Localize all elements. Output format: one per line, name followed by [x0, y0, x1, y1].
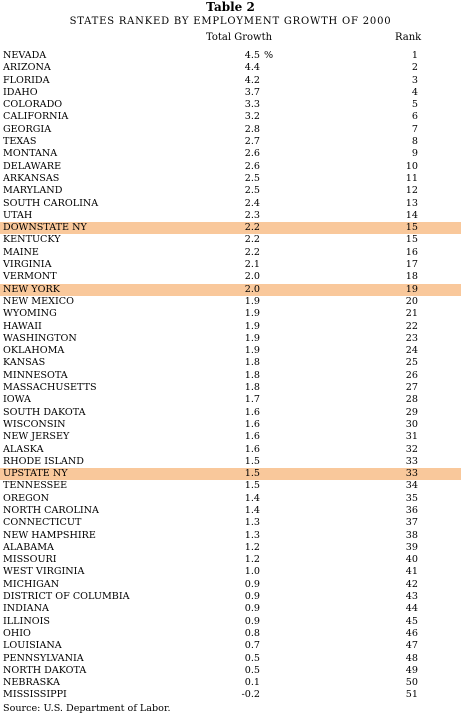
growth-value: 0.9: [244, 615, 260, 627]
state-name: DELAWARE: [3, 160, 62, 172]
state-name: WEST VIRGINIA: [3, 566, 85, 578]
rank-value: 11: [405, 172, 418, 184]
growth-value: 2.7: [244, 136, 260, 148]
rank-value: 49: [405, 664, 418, 676]
growth-value: 1.8: [244, 357, 260, 369]
growth-value: 2.3: [244, 209, 260, 221]
table-row: [0, 321, 461, 333]
rank-value: 47: [405, 640, 418, 652]
rank-value: 5: [411, 99, 418, 111]
rank-value: 4: [411, 86, 418, 98]
growth-value: 0.9: [244, 578, 260, 590]
state-name: NEW JERSEY: [3, 431, 70, 443]
state-name: NEW YORK: [3, 283, 60, 295]
rank-value: 50: [405, 677, 418, 689]
table-row: [0, 308, 461, 320]
rank-value: 19: [405, 283, 418, 295]
state-name: OREGON: [3, 492, 50, 504]
growth-value: 2.0: [244, 271, 260, 283]
table-body: [0, 50, 461, 702]
table-row: [0, 357, 461, 369]
growth-value: 1.4: [244, 492, 260, 504]
table-row: [0, 542, 461, 554]
table-row: [0, 628, 461, 640]
state-name: NEBRASKA: [3, 677, 60, 689]
growth-value: 1.6: [244, 406, 260, 418]
growth-value: 2.5: [244, 185, 260, 197]
rank-value: 33: [405, 468, 418, 480]
growth-value: 0.8: [244, 627, 260, 639]
state-name: SOUTH DAKOTA: [3, 406, 86, 418]
table-row: [0, 394, 461, 406]
rank-value: 2: [411, 62, 418, 74]
growth-value: 2.2: [244, 222, 260, 234]
rank-value: 15: [405, 222, 418, 234]
table-row: [0, 222, 461, 234]
rank-value: 33: [405, 455, 418, 467]
state-name: FLORIDA: [3, 74, 50, 86]
rank-value: 48: [405, 652, 418, 664]
state-name: MISSOURI: [3, 554, 57, 566]
state-name: MARYLAND: [3, 185, 63, 197]
rank-value: 12: [405, 185, 418, 197]
table-row: [0, 653, 461, 665]
rank-value: 10: [405, 160, 418, 172]
rank-value: 44: [405, 603, 418, 615]
growth-unit: %: [264, 50, 274, 61]
state-name: MISSISSIPPI: [3, 689, 67, 701]
growth-value: 0.5: [244, 664, 260, 676]
state-name: RHODE ISLAND: [3, 455, 84, 467]
growth-value: 1.3: [244, 517, 260, 529]
table-row: [0, 62, 461, 74]
growth-value: 0.9: [244, 603, 260, 615]
growth-value: 1.3: [244, 529, 260, 541]
rank-value: 27: [405, 382, 418, 394]
table-row: [0, 259, 461, 271]
growth-value: 1.5: [244, 455, 260, 467]
table-row: [0, 493, 461, 505]
table-row: [0, 665, 461, 677]
growth-value: 1.9: [244, 295, 260, 307]
table-row: [0, 407, 461, 419]
growth-value: 4.2: [244, 74, 260, 86]
rank-value: 25: [405, 357, 418, 369]
table-row: [0, 247, 461, 259]
rank-value: 18: [405, 271, 418, 283]
rank-value: 38: [405, 529, 418, 541]
growth-value: 1.8: [244, 369, 260, 381]
table-row: [0, 480, 461, 492]
table-row: [0, 99, 461, 111]
table-row: [0, 111, 461, 123]
state-name: KANSAS: [3, 357, 46, 369]
growth-value: 1.6: [244, 418, 260, 430]
growth-value: 1.2: [244, 554, 260, 566]
growth-value: 0.1: [244, 677, 260, 689]
table-row: [0, 284, 461, 296]
state-name: ARKANSAS: [3, 172, 60, 184]
state-name: HAWAII: [3, 320, 42, 332]
table-row: [0, 579, 461, 591]
rank-value: 6: [411, 111, 418, 123]
table-row: [0, 87, 461, 99]
table-row: [0, 296, 461, 308]
growth-value: 3.7: [244, 86, 260, 98]
table-title: Table 2: [206, 0, 255, 14]
growth-value: 2.2: [244, 246, 260, 258]
rank-value: 26: [405, 369, 418, 381]
table-row: [0, 517, 461, 529]
column-header-rank: Rank: [395, 32, 422, 43]
state-name: INDIANA: [3, 603, 49, 615]
growth-value: 1.9: [244, 332, 260, 344]
table-row: [0, 75, 461, 87]
growth-value: 1.8: [244, 382, 260, 394]
rank-value: 9: [411, 148, 418, 160]
rank-value: 34: [405, 480, 418, 492]
rank-value: 24: [405, 345, 418, 357]
state-name: TENNESSEE: [3, 480, 68, 492]
rank-value: 22: [405, 320, 418, 332]
state-name: KENTUCKY: [3, 234, 61, 246]
state-name: NORTH DAKOTA: [3, 664, 87, 676]
growth-value: 2.6: [244, 148, 260, 160]
state-name: ILLINOIS: [3, 615, 50, 627]
table-row: [0, 456, 461, 468]
growth-value: 1.9: [244, 308, 260, 320]
state-name: IOWA: [3, 394, 31, 406]
table-row: [0, 505, 461, 517]
table-row: [0, 603, 461, 615]
table-row: [0, 530, 461, 542]
growth-value: 1.9: [244, 345, 260, 357]
rank-value: 40: [405, 554, 418, 566]
state-name: OHIO: [3, 627, 31, 639]
growth-value: 1.7: [244, 394, 260, 406]
state-name: OKLAHOMA: [3, 345, 65, 357]
table-row: [0, 271, 461, 283]
rank-value: 28: [405, 394, 418, 406]
state-name: MASSACHUSETTS: [3, 382, 97, 394]
state-name: MONTANA: [3, 148, 58, 160]
table-row: [0, 50, 461, 62]
rank-value: 46: [405, 627, 418, 639]
source-note: Source: U.S. Department of Labor.: [3, 703, 171, 714]
growth-value: 1.4: [244, 504, 260, 516]
rank-value: 32: [405, 443, 418, 455]
rank-value: 16: [405, 246, 418, 258]
table-row: [0, 431, 461, 443]
growth-value: 1.9: [244, 320, 260, 332]
rank-value: 8: [411, 136, 418, 148]
table-row: [0, 333, 461, 345]
growth-value: 1.6: [244, 443, 260, 455]
growth-value: -0.2: [241, 689, 260, 701]
table-row: [0, 234, 461, 246]
state-name: CALIFORNIA: [3, 111, 69, 123]
state-name: ALABAMA: [3, 541, 54, 553]
table-row: [0, 173, 461, 185]
rank-value: 15: [405, 234, 418, 246]
table-row: [0, 185, 461, 197]
state-name: WYOMING: [3, 308, 57, 320]
growth-value: 3.2: [244, 111, 260, 123]
state-name: DOWNSTATE NY: [3, 222, 87, 234]
growth-value: 4.5: [244, 50, 260, 61]
growth-value: 3.3: [244, 99, 260, 111]
state-name: COLORADO: [3, 99, 63, 111]
table-row: [0, 148, 461, 160]
rank-value: 14: [405, 209, 418, 221]
rank-value: 31: [405, 431, 418, 443]
state-name: TEXAS: [3, 136, 37, 148]
growth-value: 2.0: [244, 283, 260, 295]
state-name: MICHIGAN: [3, 578, 60, 590]
rank-value: 21: [405, 308, 418, 320]
state-name: UPSTATE NY: [3, 468, 68, 480]
state-name: MAINE: [3, 246, 39, 258]
state-name: NEW HAMPSHIRE: [3, 529, 96, 541]
state-name: ARIZONA: [3, 62, 51, 74]
rank-value: 37: [405, 517, 418, 529]
state-name: SOUTH CAROLINA: [3, 197, 99, 209]
table-row: [0, 566, 461, 578]
table-row: [0, 382, 461, 394]
rank-value: 39: [405, 541, 418, 553]
state-name: WASHINGTON: [3, 332, 77, 344]
table-row: [0, 198, 461, 210]
rank-value: 20: [405, 295, 418, 307]
table-row: [0, 161, 461, 173]
table-subtitle: STATES RANKED BY EMPLOYMENT GROWTH OF 2000: [69, 16, 392, 27]
table-row: [0, 210, 461, 222]
growth-value: 2.6: [244, 160, 260, 172]
state-name: WISCONSIN: [3, 418, 66, 430]
state-name: MINNESOTA: [3, 369, 68, 381]
rank-value: 41: [405, 566, 418, 578]
rank-value: 36: [405, 504, 418, 516]
growth-value: 2.4: [244, 197, 260, 209]
rank-value: 45: [405, 615, 418, 627]
state-name: VERMONT: [3, 271, 57, 283]
growth-value: 1.6: [244, 431, 260, 443]
state-name: NEVADA: [3, 50, 47, 61]
growth-value: 2.5: [244, 172, 260, 184]
state-name: UTAH: [3, 209, 33, 221]
state-name: IDAHO: [3, 86, 38, 98]
state-name: PENNSYLVANIA: [3, 652, 84, 664]
state-name: VIRGINIA: [3, 259, 52, 271]
rank-value: 7: [411, 123, 418, 135]
rank-value: 23: [405, 332, 418, 344]
table-row: [0, 124, 461, 136]
rank-value: 43: [405, 591, 418, 603]
rank-value: 30: [405, 418, 418, 430]
growth-value: 0.5: [244, 652, 260, 664]
rank-value: 29: [405, 406, 418, 418]
table-row: [0, 677, 461, 689]
table-row: [0, 345, 461, 357]
table-row: [0, 616, 461, 628]
rank-value: 42: [405, 578, 418, 590]
state-name: GEORGIA: [3, 123, 52, 135]
growth-value: 1.2: [244, 541, 260, 553]
growth-value: 4.4: [244, 62, 260, 74]
rank-value: 35: [405, 492, 418, 504]
state-name: LOUISIANA: [3, 640, 62, 652]
state-name: DISTRICT OF COLUMBIA: [3, 591, 130, 603]
growth-value: 1.0: [244, 566, 260, 578]
rank-value: 51: [405, 689, 418, 701]
growth-value: 1.5: [244, 480, 260, 492]
table-row: [0, 591, 461, 603]
table-row: [0, 554, 461, 566]
growth-value: 1.5: [244, 468, 260, 480]
state-name: CONNECTICUT: [3, 517, 82, 529]
table-row: [0, 444, 461, 456]
growth-value: 0.7: [244, 640, 260, 652]
column-header-growth: Total Growth: [206, 32, 273, 43]
state-name: ALASKA: [3, 443, 44, 455]
growth-value: 2.2: [244, 234, 260, 246]
state-name: NEW MEXICO: [3, 295, 74, 307]
rank-value: 1: [411, 50, 418, 61]
table-row: [0, 689, 461, 701]
state-name: NORTH CAROLINA: [3, 504, 99, 516]
table-row: [0, 468, 461, 480]
table-row: [0, 640, 461, 652]
table-row: [0, 370, 461, 382]
growth-value: 0.9: [244, 591, 260, 603]
rank-value: 17: [405, 259, 418, 271]
rank-value: 3: [411, 74, 418, 86]
growth-value: 2.1: [244, 259, 260, 271]
table-row: [0, 419, 461, 431]
growth-value: 2.8: [244, 123, 260, 135]
table-row: [0, 136, 461, 148]
rank-value: 13: [405, 197, 418, 209]
